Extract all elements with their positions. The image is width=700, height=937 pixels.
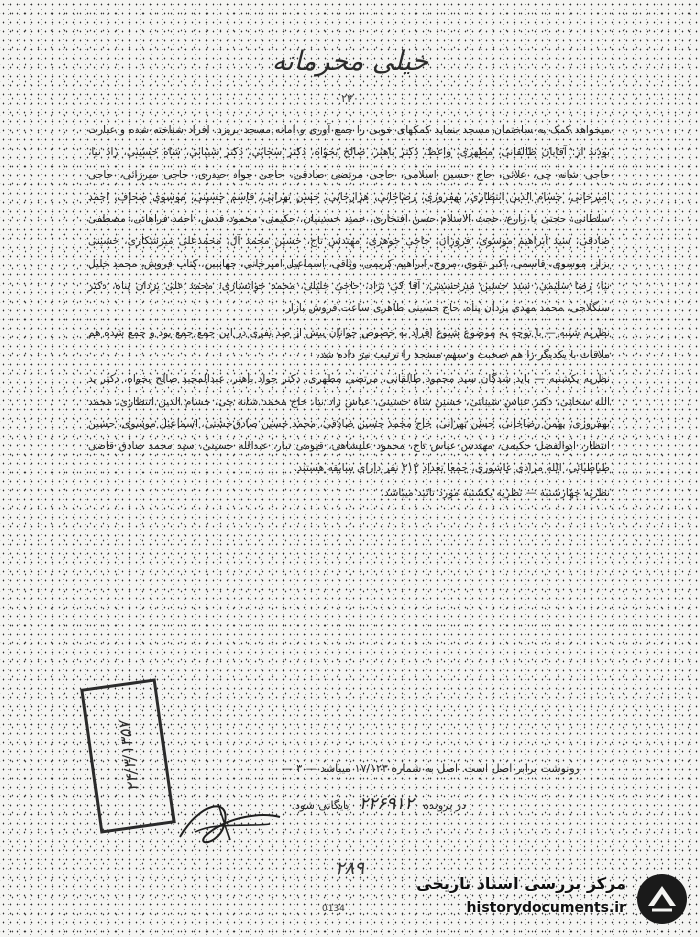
handwritten-number: ۲۸۹ bbox=[335, 858, 365, 879]
paragraph-sunday-opinion: نظریه یکشنبه — باید شدگان سید محمود طالقانی، مرتضی مطهری، دکتر جواد باهنر، عبدالمجید صالح بخواه، دکتر ید الله سحابی، دکتر عباس شیبانی، حسین شاه حسینی، عباس راد نیا، حاج محمد شانه چی، حسام الدین انتظاری، محمد بهفروزی، بهمن رضاخانی، حسن تهرانی، حاج محمد حسین صادقی، محمد حسین صادق‌خشتی، اسماعیل موسوی، حسین انتظار، ابوالفضل حکیمی، مهندس عباس تاج، محمود علیشاهی، قیومی تبار، عبدالله حسینی، سید محمد صادق قاضی طباطبائی، الله مرادی عاشوری، جمعا تعداد ۲۱۲ نفر دارای سابقه هستند. bbox=[88, 373, 610, 475]
copy-certification-line: رونوشت برابر اصل است. اصل به شماره ۱۷/۱۲۳ میباشد — ۳ — bbox=[281, 762, 580, 775]
paragraph-wednesday-opinion: نظریه چهارشنبه — نظریه یکشنبه مورد تائید میباشد. bbox=[380, 486, 610, 499]
paragraph-attendees: میخواهد کمک به ساختمان مسجد بنماید کمکهای خوبی را جمع آوری و امانه مسجد بریزد. افراد شناخته شده و عبارت بودند از: آقایان طالقانی، مطهری، واعظ، دکتر باهنر، صالح بخواه، دکتر سحابی، دکتر شیبانی، شاه حسینی، راد نیا، حاجی شانه چی، علائی، حاج حسین اسلامی، حاجی مرتضی صادقی، حاجی جواد حیدری، حاجی میرزائی، حاجی امیرخانی، حسام الدین انتظاری، بهفروزی، رضاخانی، هزارخانی، حسن تهرانی، قاسم حسینی، موسوی صحاف، احمد سلطانی، حجتی یا زارع، حجت الاسلام حسن افتخاری، حمید حسینیان، حکیمی، محمود قدس، احمد فراهانی، مصطفی صادقی، سید ابراهیم موسوی، فروزان، حاجی جوهری، مهندس تاج، حسین محمد آل، محمدعلی میرشکاری، حسینی بزاز، موسوی، قاسمی، اکبر تقوی، مروج، ابراهیم کریمی، وثاقی، اسماعیل امیرخانی، جهانبین، کتاب فروش، محمد خلیل نیا، رضا سلیمی، سید حسین میرحسینی، آقا کی نژاد، حاجی جلیلی، محمد خوانساری، محمد علی یزدان پناه، دکتر سنگلاجی، محمد مهدی یزدان پناه، حاج حسینی طاهری ساعت فروش بازار. bbox=[88, 124, 610, 315]
file-number: ۲۲۶۹۱۲ bbox=[358, 794, 414, 814]
archive-instruction: بایگانی شود. bbox=[291, 799, 350, 812]
archive-logo-icon bbox=[634, 872, 690, 926]
watermark-title: مرکز بررسی اسناد تاریخی bbox=[416, 874, 626, 893]
watermark-url: historydocuments.ir bbox=[466, 900, 626, 916]
archive-watermark bbox=[412, 872, 694, 926]
document-body bbox=[88, 119, 610, 506]
rectangular-stamp bbox=[80, 678, 176, 833]
page-number: 0134 bbox=[322, 904, 345, 914]
reference-number: ۲۳۰ bbox=[341, 92, 359, 105]
handwritten-signature bbox=[170, 792, 290, 852]
stamp-date: ۲۴/۳/۱۳۵۷ bbox=[113, 719, 143, 793]
classification-heading: خیلی محرمانه bbox=[271, 46, 429, 77]
paragraph-saturday-opinion: نظریه شنبه — با توجه به موضوع شیوع افراد به خصوص جوانان بیش از صد نفری در این جمع جمع بود و جمع شده هم ملاقات با یکدیگر را هم صحبت و سهم مسجد را ترتیب نیز داده شد. bbox=[88, 326, 610, 361]
file-label: در پرونده bbox=[423, 799, 466, 812]
